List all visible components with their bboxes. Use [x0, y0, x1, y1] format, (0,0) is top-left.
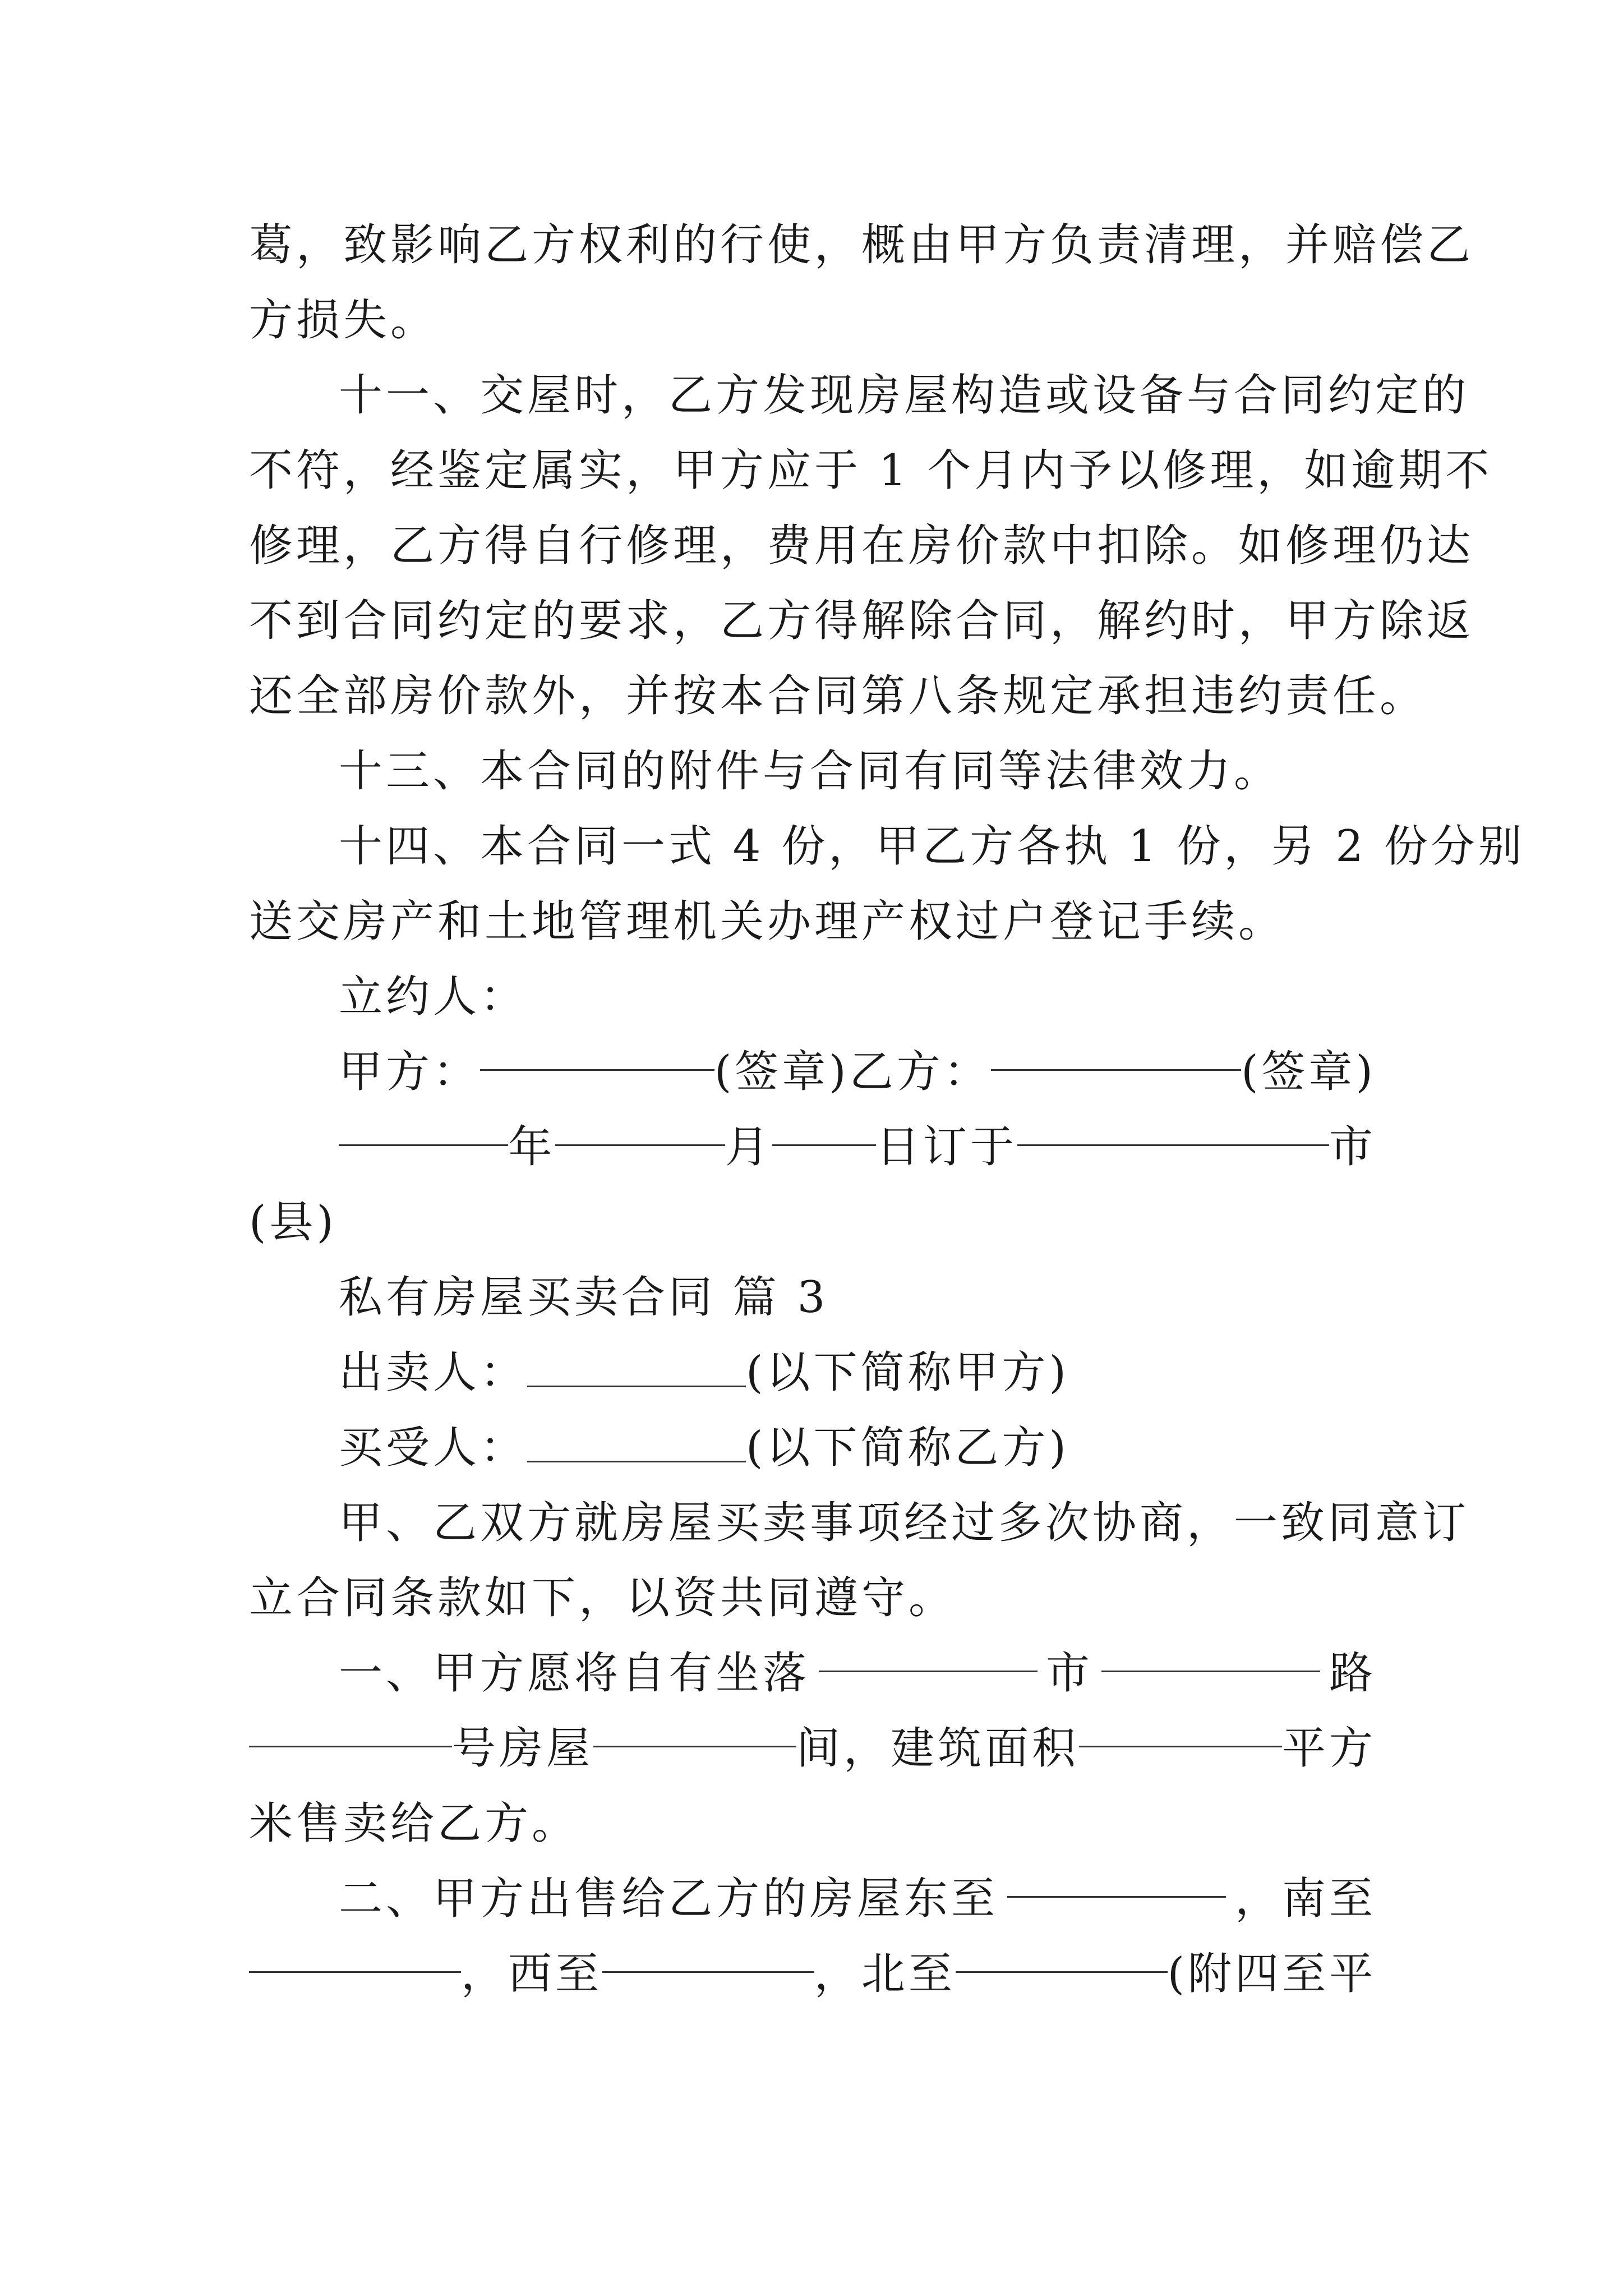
day-blank	[772, 1110, 876, 1146]
party-b-stamp: (签章)	[1241, 1047, 1376, 1097]
text-line: 不到合同约定的要求，乙方得解除合同，解约时，甲方除返	[249, 596, 1474, 646]
clause-1-rooms: 间，建筑面积	[796, 1723, 1079, 1774]
date-line	[249, 1110, 1376, 1185]
year-label: 年	[508, 1122, 556, 1172]
clause-1-end: 米售卖给乙方。	[249, 1798, 579, 1849]
day-label: 日订于	[876, 1122, 1018, 1172]
clause-2-suffix: (附四至平	[1167, 1949, 1376, 1999]
party-b-blank	[991, 1034, 1241, 1071]
clause-2-line-1	[249, 1861, 1376, 1936]
clause-1-road: 路	[1329, 1648, 1376, 1699]
text-line: 十四、本合同一式 4 份，甲乙方各执 1 份，另 2 份分别	[339, 821, 1525, 872]
clause-2-line-2	[249, 1936, 1376, 2012]
text-line: 修理，乙方得自行修理，费用在房价款中扣除。如修理仍达	[249, 521, 1474, 571]
city-name-blank	[1101, 1636, 1320, 1672]
year-blank	[339, 1110, 508, 1146]
west-blank	[602, 1936, 814, 1973]
paragraph-clause-14	[249, 809, 1525, 959]
text-line: 甲、乙双方就房屋买卖事项经过多次协商，一致同意订	[339, 1498, 1470, 1548]
county-label: (县)	[249, 1197, 337, 1248]
party-a-blank	[480, 1034, 714, 1071]
road-name-blank	[249, 1711, 452, 1747]
seller-blank	[527, 1351, 746, 1387]
contract-text	[249, 208, 1525, 2012]
text-line: 立合同条款如下，以资共同遵守。	[249, 1573, 956, 1623]
clause-2-prefix: 二、甲方出售给乙方的房屋东至	[339, 1874, 999, 1924]
signers-label: 立约人：	[339, 972, 528, 1022]
text-line: 十三、本合同的附件与合同有同等法律效力。	[339, 746, 1281, 797]
signature-line	[249, 1034, 1376, 1110]
text-line: 十一、交屋时，乙方发现房屋构造或设备与合同约定的	[339, 370, 1470, 421]
clause-1-sqm: 平方	[1281, 1723, 1376, 1774]
seller-line	[249, 1335, 1376, 1410]
text-line: 方损失。	[249, 295, 438, 346]
city-blank	[1017, 1110, 1329, 1146]
text-line: 送交房产和土地管理机关办理产权过户登记手续。	[249, 896, 1286, 947]
month-label: 月	[725, 1122, 772, 1172]
clause-2-west: ，西至	[460, 1949, 602, 1999]
south-blank	[249, 1936, 461, 1973]
text-line: 葛，致影响乙方权利的行使，概由甲方负责清理，并赔偿乙	[249, 220, 1474, 270]
clause-1-prefix: 一、甲方愿将自有坐落	[339, 1648, 810, 1699]
clause-2-north: ，北至	[814, 1949, 956, 1999]
month-blank	[555, 1110, 725, 1146]
party-a-label: 甲方：	[339, 1047, 481, 1097]
clause-1-house-no: 号房屋	[451, 1723, 593, 1774]
buyer-suffix: (以下简称乙方)	[746, 1423, 1069, 1473]
section-title: 私有房屋买卖合同 篇 3	[339, 1272, 829, 1323]
paragraph-continuation	[249, 208, 1474, 358]
text-line: 不符，经鉴定属实，甲方应于 1 个月内予以修理，如逾期不	[249, 445, 1493, 496]
paragraph-agreement	[249, 1485, 1470, 1636]
clause-2-south: ，南至	[1234, 1874, 1376, 1924]
clause-1-line-2	[249, 1711, 1376, 1786]
area-blank	[1079, 1711, 1282, 1747]
city-label: 市	[1329, 1122, 1376, 1172]
clause-1-city: 市	[1045, 1648, 1093, 1699]
east-blank	[1007, 1861, 1226, 1898]
buyer-label: 买受人：	[339, 1423, 528, 1473]
paragraph-clause-13	[249, 734, 1376, 809]
location-blank	[819, 1636, 1038, 1672]
seller-label: 出卖人：	[339, 1347, 528, 1398]
seller-suffix: (以下简称甲方)	[746, 1347, 1069, 1398]
party-b-label: 乙方：	[849, 1047, 991, 1097]
clause-1-line-1	[249, 1636, 1376, 1711]
buyer-line	[249, 1410, 1376, 1485]
text-line: 还全部房价款外，并按本合同第八条规定承担违约责任。	[249, 671, 1427, 721]
party-a-stamp: (签章)	[714, 1047, 850, 1097]
buyer-blank	[527, 1426, 746, 1462]
house-no-blank	[593, 1711, 796, 1747]
north-blank	[956, 1936, 1168, 1973]
paragraph-clause-11	[249, 358, 1493, 734]
